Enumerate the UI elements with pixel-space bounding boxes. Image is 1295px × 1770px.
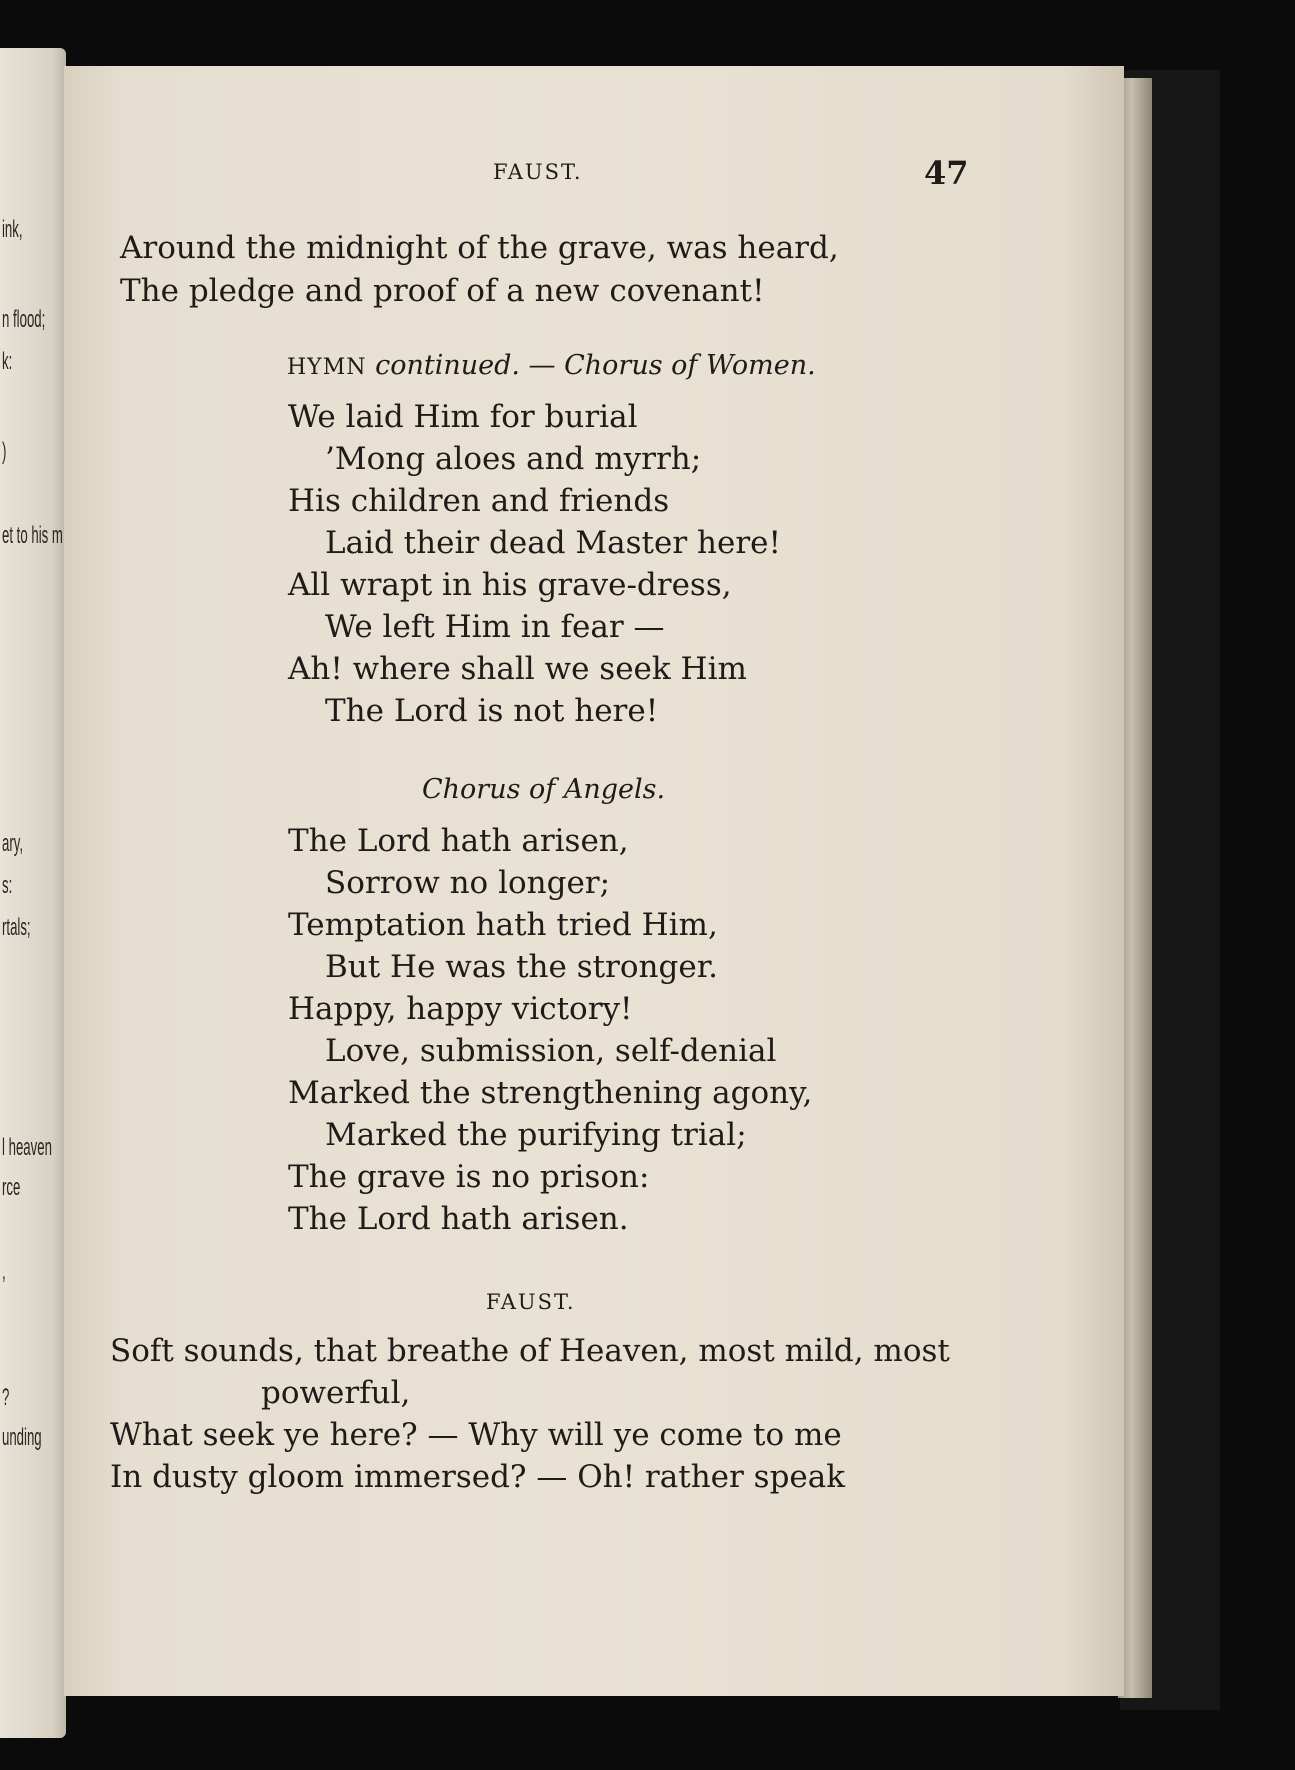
facing-page-fragment: ary, — [2, 830, 24, 857]
verse-line: Ah! where shall we seek Him — [288, 651, 747, 687]
verse-line: Love, submission, self-denial — [325, 1033, 777, 1069]
facing-page-fragment: l heaven — [2, 1134, 52, 1161]
facing-page-fragment: rce — [2, 1174, 21, 1201]
heading-small-caps: HYMN — [287, 355, 367, 380]
verse-line: Temptation hath tried Him, — [288, 907, 718, 943]
verse-line: We left Him in fear — — [325, 609, 665, 645]
facing-page-fragment: , — [2, 1258, 6, 1285]
verse-line: ’Mong aloes and myrrh; — [325, 441, 702, 477]
verse-line: Laid their dead Master here! — [325, 525, 781, 561]
page-number: 47 — [924, 154, 969, 192]
verse-line: The Lord hath arisen, — [288, 823, 629, 859]
facing-page-fragment: ink, — [2, 216, 23, 243]
verse-line: The grave is no prison: — [288, 1159, 650, 1195]
verse-line: Marked the purifying trial; — [325, 1117, 747, 1153]
book-page — [64, 66, 1124, 1696]
facing-page-fragment: et to his m — [2, 522, 63, 549]
facing-page-fragment: k: — [2, 348, 13, 375]
verse-line: Sorrow no longer; — [325, 865, 611, 901]
speaker-name: FAUST. — [486, 1290, 576, 1314]
verse-line: Happy, happy victory! — [288, 991, 633, 1027]
facing-page-fragment: s: — [2, 872, 13, 899]
heading-italic: continued. — Chorus of Women. — [375, 350, 816, 381]
verse-line: powerful, — [261, 1375, 411, 1411]
verse-line: Soft sounds, that breathe of Heaven, most mild, most — [110, 1333, 950, 1369]
verse-line: We laid Him for burial — [288, 399, 638, 435]
section-heading — [287, 352, 816, 379]
running-title: FAUST. — [493, 160, 583, 184]
verse-line: In dusty gloom immersed? — Oh! rather speak — [110, 1459, 846, 1495]
facing-page — [0, 48, 66, 1738]
verse-line: Around the midnight of the grave, was heard, — [120, 230, 839, 266]
verse-line: The Lord hath arisen. — [288, 1201, 629, 1237]
facing-page-fragment: rtals; — [2, 914, 31, 941]
facing-page-fragment: ? — [2, 1384, 10, 1411]
verse-line: But He was the stronger. — [325, 949, 718, 985]
verse-line: What seek ye here? — Why will ye come to me — [110, 1417, 842, 1453]
verse-line: His children and friends — [288, 483, 670, 519]
verse-line: All wrapt in his grave-dress, — [288, 567, 732, 603]
facing-page-fragment: ) — [2, 438, 7, 465]
verse-line: Marked the strengthening agony, — [288, 1075, 813, 1111]
facing-page-fragment: n flood; — [2, 306, 46, 333]
verse-line: The pledge and proof of a new covenant! — [120, 273, 765, 309]
section-heading: Chorus of Angels. — [422, 774, 666, 805]
verse-line: The Lord is not here! — [325, 693, 659, 729]
facing-page-fragment: unding — [2, 1424, 42, 1451]
